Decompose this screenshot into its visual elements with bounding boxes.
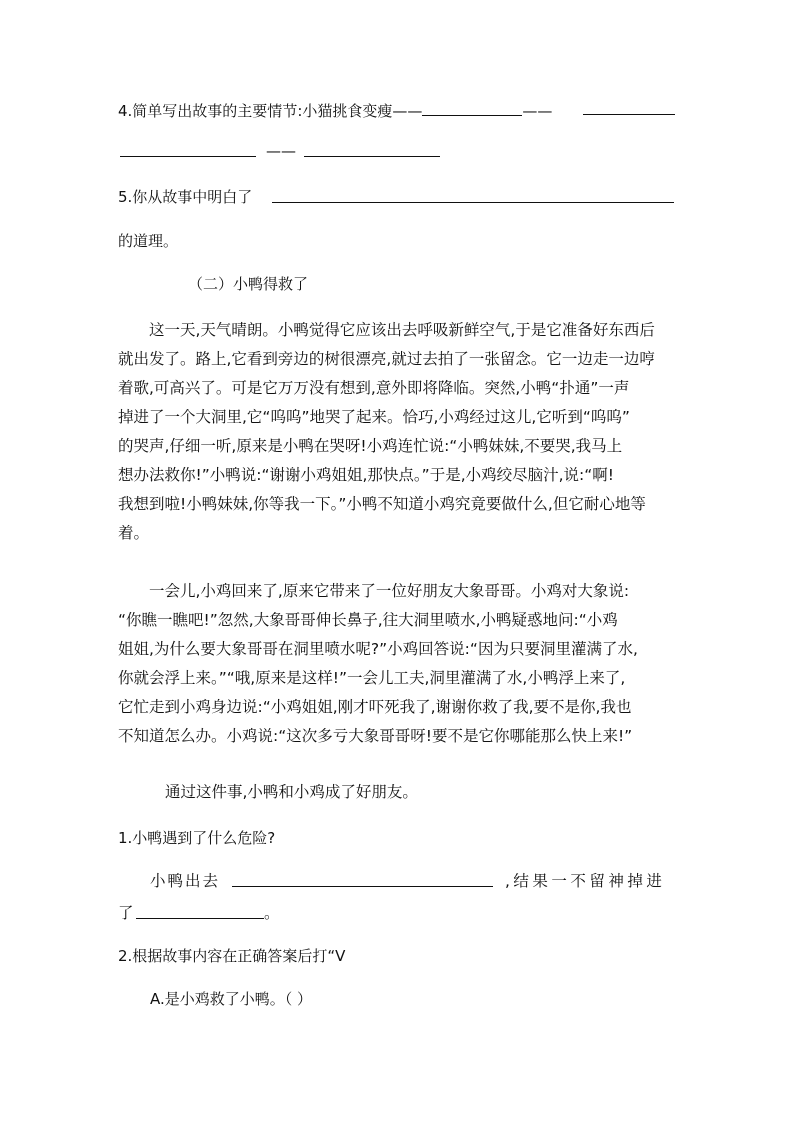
- text-line: 掉进了一个大洞里,它“呜呜”地哭了起来。恰巧,小鸡经过这儿,它听到“呜呜”: [118, 408, 630, 426]
- question-1-label: 1.小鸭遇到了什么危险?: [118, 829, 276, 847]
- story-paragraph-1: [118, 316, 678, 548]
- text-line: 它忙走到小鸡身边说:“小鸡姐姐,刚才吓死我了,谢谢你救了我,要不是你,我也: [118, 698, 632, 716]
- text-line: 想办法救你!”小鸭说:“谢谢小鸡姐姐,那快点。”于是,小鸡绞尽脑汁,说:“啊!: [118, 466, 615, 484]
- question-1-fill-end-suffix: 。: [264, 904, 280, 922]
- text-line: 你就会浮上来。”“哦,原来是这样!”一会儿工夫,洞里灌满了水,小鸭浮上来了,: [118, 669, 626, 687]
- section-title: （二）小鸭得救了: [188, 275, 309, 293]
- question-4-dash: ——: [522, 102, 553, 120]
- text-line: 着歌,可高兴了。可是它万万没有想到,意外即将降临。突然,小鸭“扑通”一声: [118, 379, 630, 397]
- text-line: 的哭声,仔细一听,原来是小鸭在哭呀!小鸡连忙说:“小鸭妹妹,不要哭,我马上: [118, 437, 623, 455]
- text-line: 我想到啦!小鸭妹妹,你等我一下。”小鸭不知道小鸡究竟要做什么,但它耐心地等: [118, 495, 646, 513]
- story-paragraph-3: 通过这件事,小鸭和小鸡成了好朋友。: [165, 783, 418, 801]
- answer-blank[interactable]: [304, 156, 440, 157]
- answer-blank[interactable]: [272, 202, 674, 203]
- text-line: 这一天,天气晴朗。小鸭觉得它应该出去呼吸新鲜空气,于是它准备好东西后: [149, 321, 655, 339]
- question-2-label: 2.根据故事内容在正确答案后打“V: [118, 947, 346, 965]
- question-5-tail: 的道理。: [118, 232, 179, 250]
- question-5: [118, 187, 252, 207]
- question-1-fill-mid: ,结果一不留神掉进: [505, 872, 666, 890]
- answer-blank[interactable]: [136, 918, 264, 919]
- answer-blank[interactable]: [120, 156, 256, 157]
- question-5-label: 5.你从故事中明白了: [118, 188, 253, 206]
- question-4: [118, 100, 552, 121]
- text-line: 一会儿,小鸡回来了,原来它带来了一位好朋友大象哥哥。小鸡对大象说:: [149, 582, 630, 600]
- text-line: 不知道怎么办。小鸡说:“这次多亏大象哥哥呀!要不是它你哪能那么快上来!”: [118, 727, 633, 745]
- text-line: 着。: [118, 524, 150, 542]
- text-line: 姐姐,为什么要大象哥哥在洞里喷水呢?”小鸡回答说:“因为只要洞里灌满了水,: [118, 640, 638, 658]
- question-4-label: 4.简单写出故事的主要情节:小猫挑食变瘦: [118, 102, 393, 120]
- answer-blank[interactable]: [583, 114, 675, 115]
- answer-blank[interactable]: [422, 100, 522, 116]
- question-4-dash: ——: [266, 142, 296, 160]
- question-1-fill-start: 小鸭出去: [150, 872, 221, 890]
- question-1-fill-end-prefix: 了: [118, 904, 134, 922]
- question-2-option-a[interactable]: A.是小鸡救了小鸭。（ ）: [150, 990, 313, 1008]
- question-4-dash: ——: [392, 102, 423, 120]
- answer-blank[interactable]: [232, 886, 493, 887]
- story-paragraph-2: [118, 577, 678, 751]
- text-line: “你瞧一瞧吧!”忽然,大象哥哥伸长鼻子,往大洞里喷水,小鸭疑惑地问:“小鸡: [118, 611, 618, 629]
- text-line: 就出发了。路上,它看到旁边的树很漂亮,就过去拍了一张留念。它一边走一边哼: [118, 350, 655, 368]
